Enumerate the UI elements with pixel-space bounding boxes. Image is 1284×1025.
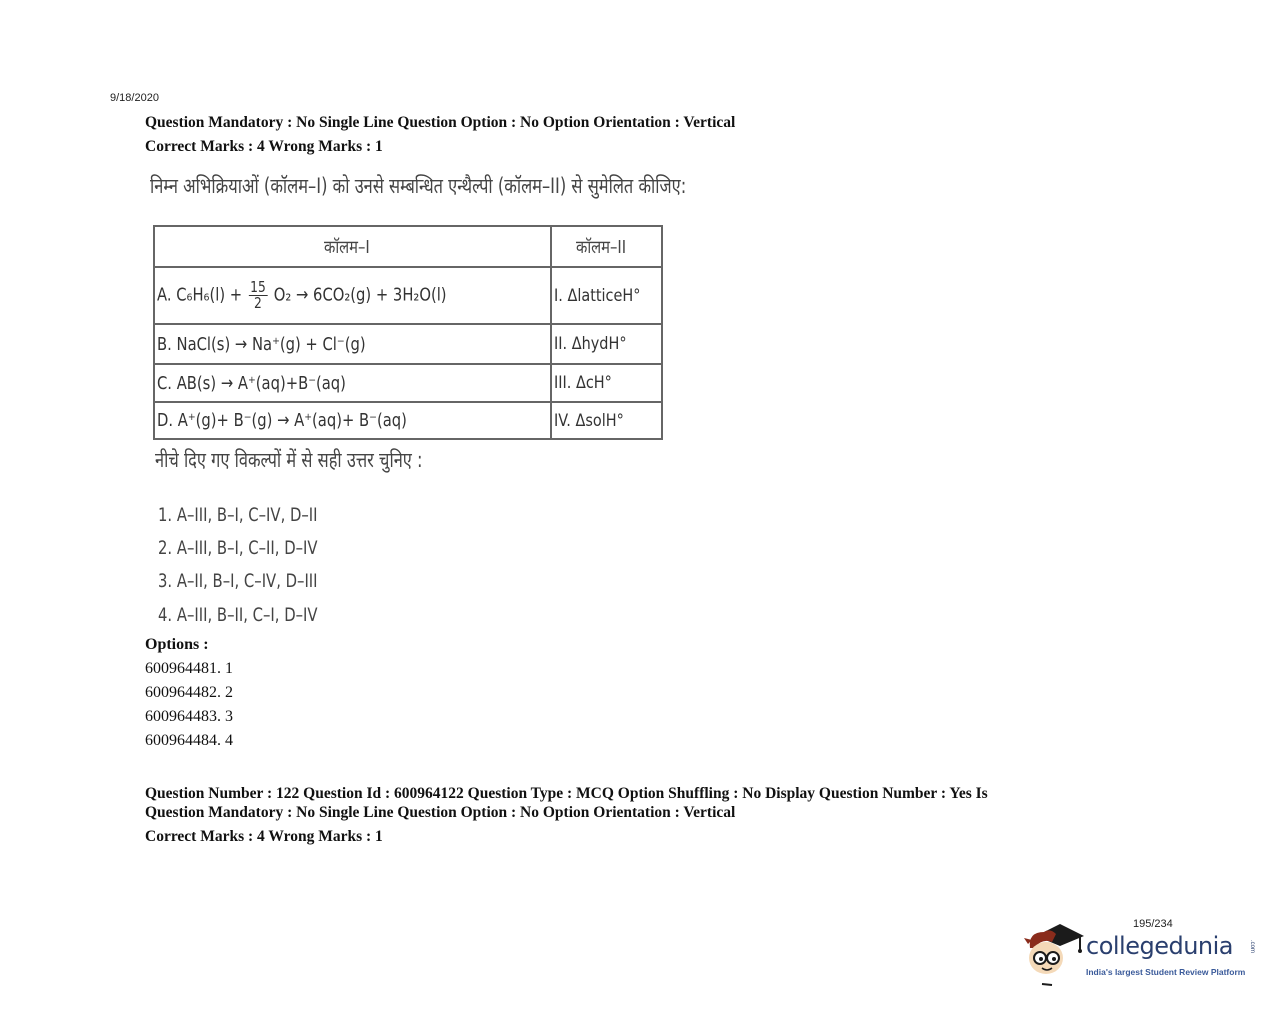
answer-choice-1: 1. A–III, B–I, C–IV, D–II — [158, 504, 318, 526]
reaction-cell: A. C₆H₆(l) + $\frac{15}{2}$ O₂ → 6CO₂(g) + 3H₂O(l) — [154, 267, 551, 324]
print-date: 9/18/2020 — [110, 92, 159, 104]
table-row — [154, 267, 662, 324]
next-question-meta-line-2: Question Mandatory : No Single Line Question Option : No Option Orientation : Vertical — [145, 804, 736, 821]
option-id-2: 600964482. 2 — [145, 684, 233, 701]
reaction-cell: B. NaCl(s) → Na⁺(g) + Cl⁻(g) — [154, 324, 551, 364]
collegedunia-logo — [1022, 918, 1262, 988]
enthalpy-cell: IV. ΔsolH° — [551, 402, 663, 439]
match-table — [153, 225, 663, 440]
logo-com-suffix: .com — [1249, 940, 1255, 954]
table-row — [154, 402, 662, 439]
table-row — [154, 324, 662, 364]
mascot-icon — [1022, 918, 1086, 988]
option-id-1: 600964481. 1 — [145, 660, 233, 677]
next-question-marks: Correct Marks : 4 Wrong Marks : 1 — [145, 828, 383, 845]
options-heading: Options : — [145, 636, 209, 653]
option-id-3: 600964483. 3 — [145, 708, 233, 725]
reaction-cell: D. A⁺(g)+ B⁻(g) → A⁺(aq)+ B⁻(aq) — [154, 402, 551, 439]
column-1-header: कॉलम–I — [154, 226, 551, 267]
enthalpy-cell: I. ΔlatticeH° — [551, 267, 663, 324]
fraction: $\frac{15}{2}$ — [250, 278, 266, 312]
logo-wordmark: collegedunia — [1086, 932, 1234, 960]
marks-line: Correct Marks : 4 Wrong Marks : 1 — [145, 138, 383, 155]
answer-choice-2: 2. A–III, B–I, C–II, D–IV — [158, 537, 318, 559]
enthalpy-cell: II. ΔhydH° — [551, 324, 663, 364]
page-number: 195/234 — [1133, 918, 1173, 930]
logo-tagline: India's largest Student Review Platform — [1086, 967, 1246, 977]
question-stem: निम्न अभिक्रियाओं (कॉलम–I) को उनसे सम्बन्धित एन्थैल्पी (कॉलम–II) से सुमेलित कीजिए: — [150, 174, 687, 198]
table-row — [154, 364, 662, 402]
option-id-4: 600964484. 4 — [145, 732, 233, 749]
question-meta-line: Question Mandatory : No Single Line Question Option : No Option Orientation : Vertical — [145, 114, 736, 131]
next-question-meta-line: Question Number : 122 Question Id : 600964122 Question Type : MCQ Option Shuffling : No Display Question Number : Yes Is — [145, 785, 988, 802]
enthalpy-cell: III. ΔcH° — [551, 364, 663, 402]
reaction-cell: C. AB(s) → A⁺(aq)+B⁻(aq) — [154, 364, 551, 402]
answer-choice-4: 4. A–III, B–II, C–I, D–IV — [158, 604, 318, 626]
answer-choice-3: 3. A–II, B–I, C–IV, D–III — [158, 570, 318, 592]
question-footer: नीचे दिए गए विकल्पों में से सही उत्तर चुनिए : — [155, 448, 423, 472]
column-2-header: कॉलम–II — [551, 226, 663, 267]
